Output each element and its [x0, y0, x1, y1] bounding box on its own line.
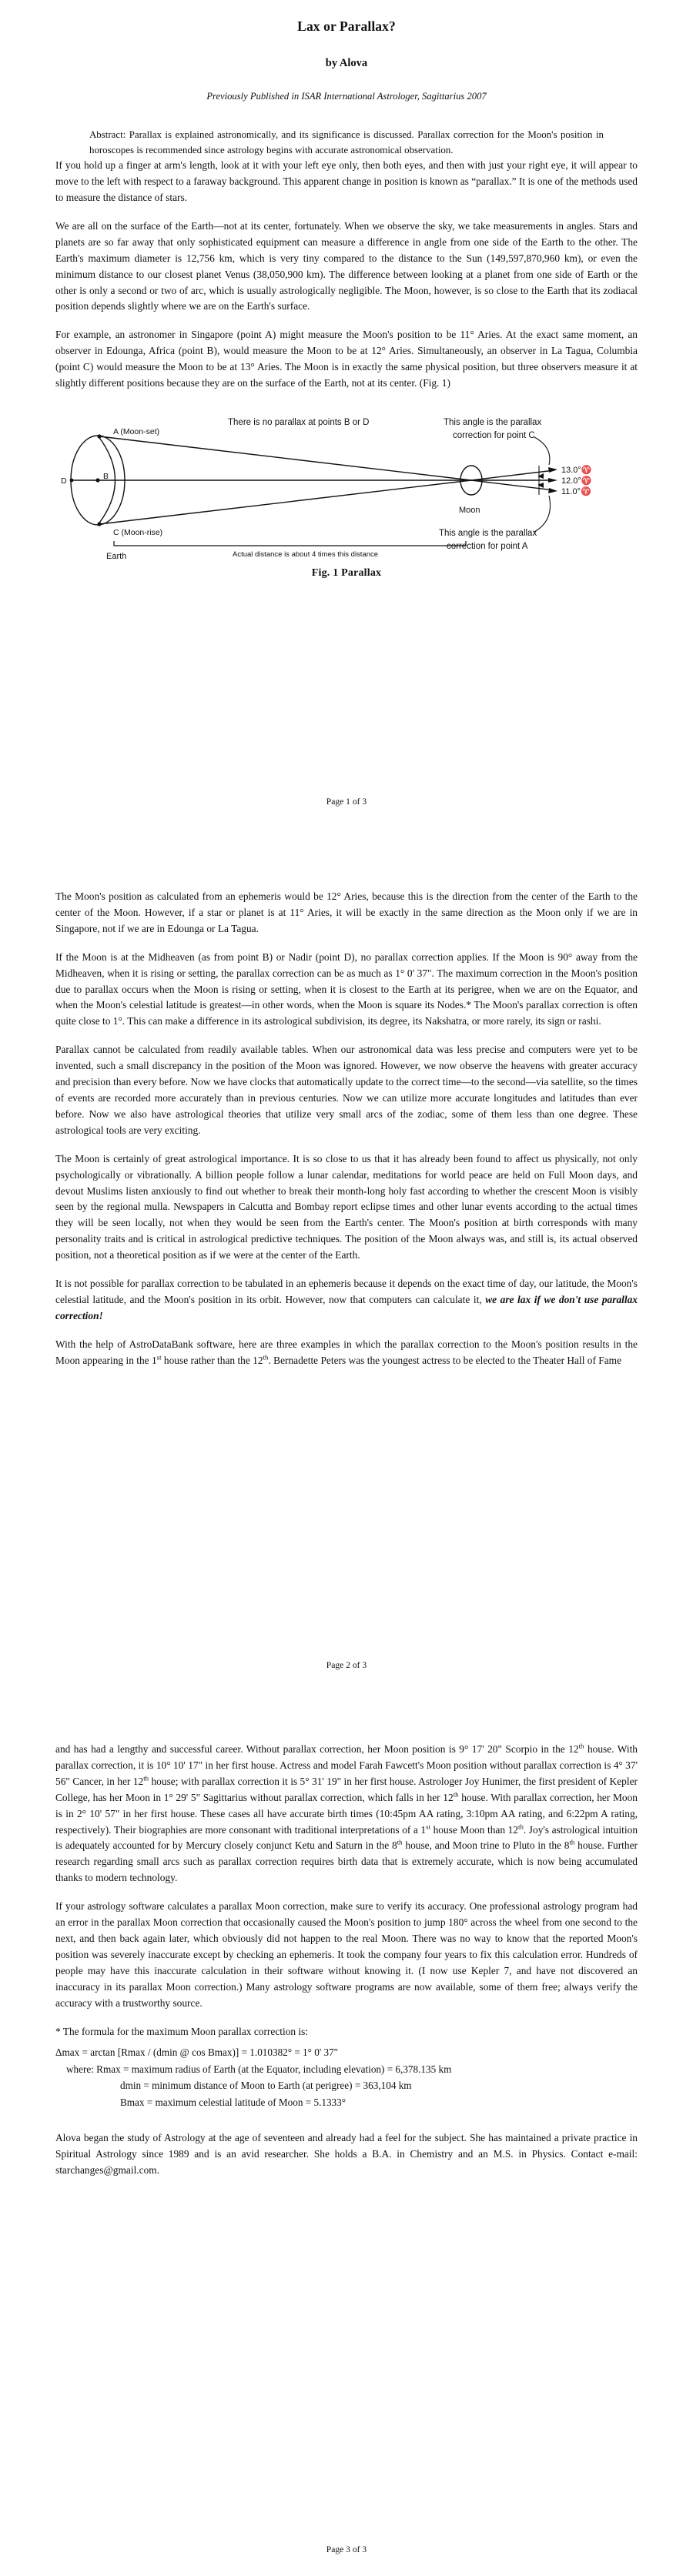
case-sup-0: th: [578, 1742, 584, 1750]
label-parallax-c-line2: correction for point C: [453, 431, 535, 440]
case-sup-1: th: [143, 1774, 149, 1782]
case-seg-6: house, and Moon trine to Pluto in the 8: [402, 1839, 570, 1852]
paragraph-three-observers: For example, an astronomer in Singapore (point A) might measure the Moon's position to be 11° Aries. At the exact same moment, an observer in Edounga, Africa (point B), would measure the Moon to be at 12° Aries. Simultaneously, an observer in La Tagua, Columbia (point C) would measure the Moon to be at 13° Aries. The Moon is in exactly the same physical position, but three observers measure it at slightly different positions because they are on the surface of the Earth, not at its center. (Fig. 1): [55, 329, 638, 389]
formula-line-dmin: dmin = minimum distance of Moon to Earth (at perigree) = 363,104 km: [120, 2080, 412, 2092]
para5-text-pre: It is not possible for parallax correction to be tabulated in an ephemeris because it depends on the exact time of day, our latitude, the Moon's celestial latitude, and the Moon's position in its orbit. However, now that computers can calculate it,: [55, 1278, 638, 1305]
case-sup-5: th: [397, 1838, 403, 1846]
page-2: [0, 847, 693, 1705]
paragraph-tables-precision: Parallax cannot be calculated from readily available tables. When our astronomical data was less precise and computers were yet to be invented, such a small discrepancy in the position of the Moon was ignored. However, we now observe the heavens with greater accuracy and precision than every before. Now we have clocks that automatically update to the correct time—to the second—via satellite, so the times of events are recorded more accurately than in previous centuries. Now we can utilize more accurate longitudes and latitudes than ever before. Now we also have astrological theories that utilize very small arcs of the zodiac, some of them less than one degree. These astrological tools are very exciting.: [55, 1044, 638, 1136]
formula-line-rmax: where: Rmax = maximum radius of Earth (at the Equator, including elevation) = 6,378.135 km: [66, 2063, 452, 2075]
figure-caption: Fig. 1 Parallax: [311, 567, 382, 579]
formula-line-delta-max: Δmax = arctan [Rmax / (dmin @ cos Bmax)] = 1.010382° = 1° 0' 37": [55, 2046, 339, 2059]
footnote-formula-intro: * The formula for the maximum Moon parallax correction is:: [55, 2025, 309, 2037]
paragraph-author-bio: Alova began the study of Astrology at the age of seventeen and already had a feel for the subject. She has maintained a private practice in Spiritual Astrology since 1989 and is an avid researcher. She holds a B.A. in Chemistry and an M.S. in Physics. Contact e-mail: starchanges@gmail.com.: [55, 2131, 638, 2176]
paragraph-astrodatabank: With the help of AstroDataBank software, here are three examples in which the parallax correction to the Moon's position results in the Moon appearing in the 1st house rather than the 12th. Bernadette Peters was the youngest actress to be elected to the Theater Hall of Fame: [55, 1338, 638, 1366]
label-degree-13: 13.0°♈: [561, 466, 592, 475]
label-moon: Moon: [459, 506, 480, 515]
label-parallax-a-line1: This angle is the parallax: [439, 529, 537, 538]
case-seg-2: house; with parallax correction it is 5° 31' 19" in her first house. Astrologer Joy Hunimer, the first president of Kepler College, has her Moon in 1° 29' 5" Sagittarius without parallax correction, which falls in her 12: [55, 1775, 638, 1803]
arrowhead-11deg: [548, 488, 557, 493]
label-degree-11: 11.0°♈: [561, 487, 591, 496]
label-parallax-a-line2: correction for point A: [447, 542, 528, 551]
abstract-text: Abstract: Parallax is explained astronomically, and its significance is discussed. Parallax correction for the Moon's position in horoscopes is recommended since astrology begins with accurate astronomical observation.: [89, 129, 604, 155]
paragraph-software-accuracy: If your astrology software calculates a parallax Moon correction, make sure to verify its accuracy. One professional astrology program had an error in the parallax Moon correction that occasionally caused the Moon's position to jump 180° across the wheel from one second to the next, and then back again later, which obviously did not happen to the real Moon. There was no way to know that the reported Moon's position was severely inaccurate except by checking an ephemeris. It took the company four years to fix this calculation error. Hundreds of people may have this inaccurate calculation in their software without knowing it. (I now use Kepler 7, and have not discovered an inaccuracy in its parallax Moon correction.) Many astrology software programs are now available, some of them free; always verify the accuracy with a trustworthy source.: [55, 1900, 638, 2009]
label-point-d: D: [61, 476, 67, 486]
sightline-a-to-moon: [99, 436, 471, 480]
leader-curve-point-a: [534, 496, 550, 532]
formula-line-bmax: Bmax = maximum celestial latitude of Moon = 5.1333°: [120, 2096, 346, 2108]
paragraph-ephemeris-position: The Moon's position as calculated from an ephemeris would be 12° Aries, because this is the direction from the center of the Earth to the center of the Moon. However, if a star or planet is at 11° Aries, it will be exactly in the same direction as the Moon only if we are in Singapore, not if we are in Edounga or La Tagua.: [55, 890, 638, 934]
paragraph-earth-surface: We are all on the surface of the Earth—not at its center, fortunately. When we observe the sky, we take measurements in angles. Stars and planets are so far away that only sophisticated equipment can measure a difference in angle from one side of the Earth to the other. The Earth's maximum diameter is 12,756 km, which is very tiny compared to the distance to the Sun (149,597,870,960 km), or even the minimum distance to our closest planet Venus (38,050,900 km). The difference between looking at a planet from one side of Earth or the other is only a second or two of arc, which is usually astrologically negligible. The Moon, however, is so close to the Earth that its zodiacal position depends slightly where we are on the Earth's surface.: [55, 219, 638, 312]
scale-bracket: [114, 541, 466, 546]
case-sup-6: th: [569, 1838, 575, 1846]
arrowhead-12deg: [548, 478, 557, 483]
arrowhead-inner-lower: [537, 483, 544, 488]
case-seg-0: and has had a lengthy and successful career. Without parallax correction, her Moon position is 9° 17' 20" Scorpio in the 12: [55, 1743, 579, 1755]
case-sup-4: th: [518, 1823, 524, 1831]
case-seg-4: house Moon than 12: [430, 1823, 518, 1836]
label-parallax-c-line1: This angle is the parallax: [444, 418, 542, 427]
paragraph-case-examples: [55, 1742, 638, 1886]
label-scale-note: Actual distance is about 4 times this distance: [233, 550, 379, 559]
author-line: by Alova: [325, 57, 368, 69]
label-point-c: C (Moon-rise): [113, 528, 163, 537]
page-1: [0, 0, 693, 847]
label-degree-12: 12.0°♈: [561, 476, 592, 486]
paragraph-midheaven-nadir: If the Moon is at the Midheaven (as from point B) or Nadir (point D), no parallax correction applies. If the Moon is 90° away from the Midheaven, when it is rising or setting, the parallax correction can be as much as 1° 0' 37". The maximum correction in the Moon's position due to parallax occurs when the Moon is rising or setting, when it is closest to the Earth at its perigree, when we are on the Equator, and when the Moon's celestial latitude is greatest—in other words, when the Moon is square its Nodes.* The Moon's parallax correction is often quite close to 1°. This can make a difference in its astrological subdivision, its degree, its Nakshatra, or more rarely, its sign or rashi.: [55, 951, 638, 1027]
sup-th-1: th: [263, 1353, 269, 1362]
case-seg-3: house. With parallax correction, her Moon is in 2° 10' 57" in her first house. These cases all have accurate birth times (10:45pm AA rating, 3:10pm AA rating, and 6:22pm A rating, respectively). Their biographies are more consonant with traditional interpretations of a 1: [55, 1791, 638, 1836]
label-no-parallax: There is no parallax at points B or D: [228, 418, 370, 427]
case-seg-1: house. With parallax correction, it is 10° 10' 17" in her first house. Actress and model Farah Fawcett's Moon position without parallax correction is 4° 37' 56" Cancer, in her 12: [55, 1743, 638, 1787]
abstract-block: [89, 128, 604, 158]
paragraph-finger-parallax: If you hold up a finger at arm's length, look at it with your left eye only, then both eyes, and then with just your right eye, it will appear to move to the left with respect to a faraway background. This apparent change in position is known as “parallax.” It is one of the methods used to measure the distance of stars.: [55, 159, 638, 204]
sightline-c-to-moon: [99, 480, 471, 524]
page-2-footer: Page 2 of 3: [326, 1660, 367, 1670]
publication-source-line: Previously Published in ISAR International Astrologer, Sagittarius 2007: [206, 91, 487, 102]
label-earth: Earth: [106, 552, 127, 561]
arrowhead-inner-upper: [537, 473, 544, 479]
parallax-diagram-svg: [55, 409, 638, 563]
page-1-footer: Page 1 of 3: [326, 797, 367, 807]
arrowhead-13deg: [548, 467, 557, 473]
case-seg-5: . Joy's astrological intuition is adequately accounted for by Mercury closely conjunct Ketu and Saturn in the 8: [55, 1823, 638, 1852]
paragraph-moon-importance: The Moon is certainly of great astrological importance. It is so close to us that it has already been found to affect us physically, not only psychologically or vibrationally. A billion people follow a lunar calendar, meditations for world peace are held on Full Moon days, and devout Muslims listen anxiously to find out whether to break their month-long holy fast according to whether the crescent Moon is visibly seen by the regional mulla. Newspapers in Calcutta and Bombay report eclipse times and other lunar events according to the actual times they will be seen locally, not when they would be seen from the Earth's center. The Moon's position at birth corresponds with many personality traits and is critical in astrological predictive techniques. The position of the Moon always was, and still is, its actual observed position, not a theoretical position as if we were at the center of the Earth.: [55, 1152, 638, 1261]
para5-emphasis: we are lax if we don't use parallax correction!: [55, 1293, 638, 1321]
label-point-b: B: [103, 472, 109, 481]
sup-st-1: st: [156, 1353, 162, 1362]
page-3-footer: Page 3 of 3: [326, 2544, 367, 2554]
leader-curve-point-c: [534, 437, 550, 465]
label-point-a: A (Moon-set): [113, 427, 160, 436]
page-title: Lax or Parallax?: [297, 18, 396, 34]
case-seg-7: house. Further research regarding small arcs such as parallax correction requires birth data that is extremely accurate, which is now being accumulated thanks to modern technology.: [55, 1839, 638, 1884]
case-sup-3: st: [426, 1823, 431, 1831]
figure-1-parallax: [55, 409, 638, 579]
case-sup-2: th: [453, 1790, 459, 1799]
paragraph-ephemeris-not-possible: [55, 1276, 638, 1325]
page-3: [0, 1705, 693, 2576]
formula-block: [55, 2044, 638, 2110]
